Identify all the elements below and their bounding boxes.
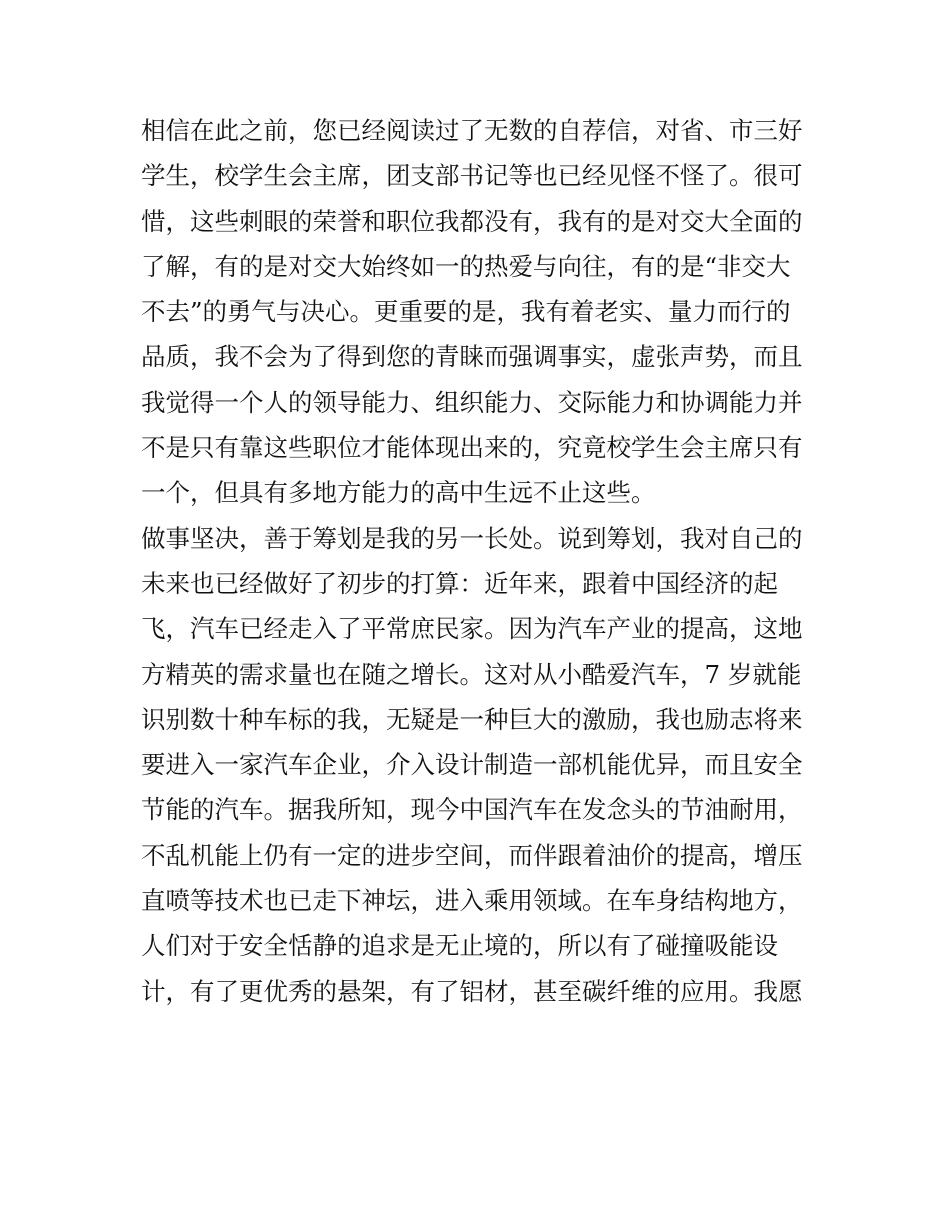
- text-line: 直喷等技术也已走下神坛，进入乘用领域。在车身结构地方，: [141, 886, 803, 916]
- text-line: 相信在此之前，您已经阅读过了无数的自荐信，对省、市三好: [141, 116, 803, 145]
- text-line: 飞，汽车已经走入了平常庶民家。因为汽车产业的提高，这地: [141, 614, 803, 644]
- text-line: 一个，但具有多地方能力的高中生远不止这些。: [141, 478, 656, 508]
- text-line: 要进入一家汽车企业，介入设计制造一部机能优异，而且安全: [141, 750, 803, 780]
- text-line: 不去”的勇气与决心。更重要的是，我有着老实、量力而行的: [141, 297, 791, 327]
- text-line: 惜，这些刺眼的荣誉和职位我都没有，我有的是对交大全面的: [141, 206, 803, 236]
- text-line: 人们对于安全恬静的追求是无止境的，所以有了碰撞吸能设: [141, 931, 778, 961]
- text-line: 我觉得一个人的领导能力、组织能力、交际能力和协调能力并: [141, 387, 803, 417]
- text-line: 未来也已经做好了初步的打算：近年来，跟着中国经济的起: [141, 568, 778, 598]
- text-line: 品质，我不会为了得到您的青睐而强调事实，虚张声势，而且: [141, 342, 803, 372]
- text-line: 方精英的需求量也在随之增长。这对从小酷爱汽车，7 岁就能: [141, 659, 802, 689]
- text-line: 节能的汽车。据我所知，现今中国汽车在发念头的节油耐用，: [141, 795, 803, 825]
- text-line: 不是只有靠这些职位才能体现出来的，究竟校学生会主席只有: [141, 433, 803, 463]
- body-text: [141, 108, 813, 1014]
- text-line: 识别数十种车标的我，无疑是一种巨大的激励，我也励志将来: [141, 704, 803, 734]
- text-line: 学生，校学生会主席，团支部书记等也已经见怪不怪了。很可: [141, 161, 803, 191]
- text-line: 计，有了更优秀的悬架，有了铝材，甚至碳纤维的应用。我愿: [141, 976, 803, 1006]
- text-line: 做事坚决，善于筹划是我的另一长处。说到筹划，我对自己的: [141, 523, 803, 553]
- text-line: 不乱机能上仍有一定的进步空间，而伴跟着油价的提高，增压: [141, 840, 803, 870]
- text-line: 了解，有的是对交大始终如一的热爱与向往，有的是“非交大: [141, 251, 791, 281]
